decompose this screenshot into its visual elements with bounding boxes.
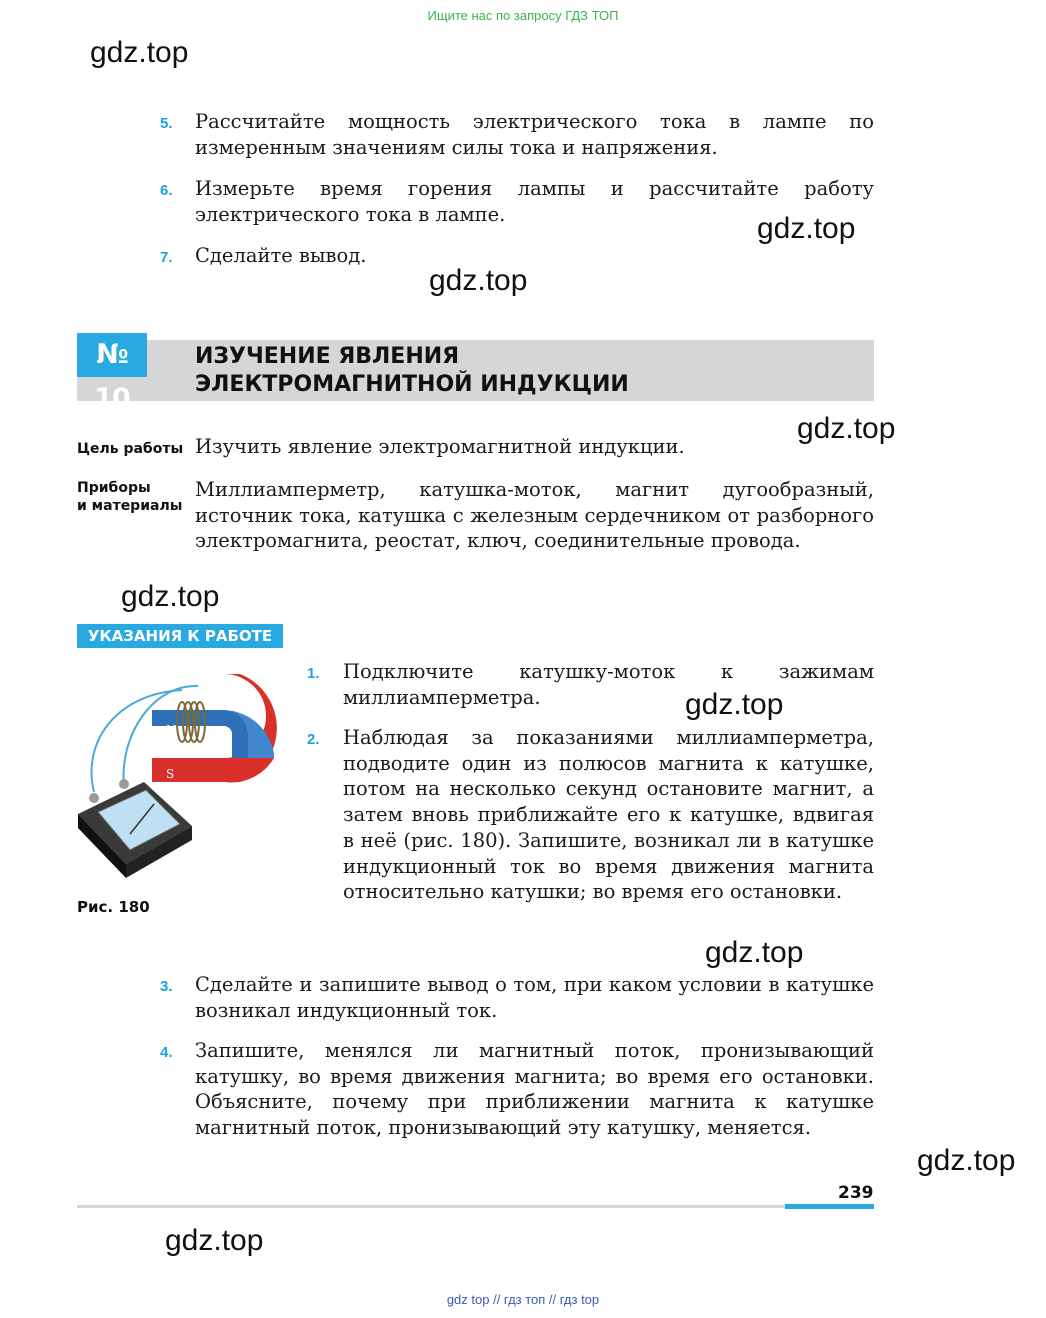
milliammeter bbox=[78, 779, 192, 878]
footer-links: gdz top // гдз топ // гдз top bbox=[446, 1292, 600, 1307]
step-text: Подключите катушку-моток к зажимам миллиамперметра. bbox=[343, 660, 874, 709]
magnet-s-label: S bbox=[166, 767, 175, 781]
step-number: 2. bbox=[307, 731, 320, 748]
item-number: 7. bbox=[160, 249, 173, 266]
step-text: Сделайте и запишите вывод о том, при каком условии в катушке возникал индукционный ток. bbox=[195, 973, 874, 1022]
step-number: 1. bbox=[307, 665, 320, 682]
top-banner: Ищите нас по запросу ГДЗ ТОП bbox=[427, 8, 619, 23]
equipment-label-line: Приборы bbox=[77, 480, 151, 496]
watermark: gdz.top bbox=[429, 264, 528, 297]
lab-number-badge: № 10 bbox=[77, 333, 147, 377]
goal-label: Цель работы bbox=[77, 441, 184, 457]
magnet-red-arm bbox=[152, 758, 224, 782]
watermark: gdz.top bbox=[685, 688, 784, 721]
magnet-blue-arm bbox=[152, 710, 224, 726]
page-number: 239 bbox=[838, 1183, 874, 1203]
magnet-red-bend bbox=[224, 758, 274, 782]
goal-text: Изучить явление электромагнитной индукции. bbox=[195, 435, 685, 458]
item-text: Измерьте время горения лампы и рассчитайте работу электрического тока в лампе. bbox=[195, 177, 874, 226]
item-number: 5. bbox=[160, 115, 173, 132]
magnet-n-label: N bbox=[166, 723, 177, 737]
equipment-label-line: и материалы bbox=[77, 498, 183, 514]
watermark: gdz.top bbox=[121, 580, 220, 613]
lab-title bbox=[195, 343, 629, 399]
step-number: 4. bbox=[160, 1044, 173, 1061]
step-number: 3. bbox=[160, 978, 173, 995]
lab-title-line: ИЗУЧЕНИЕ ЯВЛЕНИЯ bbox=[195, 344, 460, 369]
equipment-label bbox=[77, 479, 182, 515]
item-text: Рассчитайте мощность электрического тока в лампе по измеренным значениям силы тока и напряжения. bbox=[195, 110, 874, 159]
watermark: gdz.top bbox=[797, 412, 896, 445]
item-number: 6. bbox=[160, 182, 173, 199]
item-text: Сделайте вывод. bbox=[195, 244, 367, 267]
page-rule-accent bbox=[785, 1204, 874, 1209]
lab-title-line: ЭЛЕКТРОМАГНИТНОЙ ИНДУКЦИИ bbox=[195, 372, 629, 397]
step-text: Запишите, менялся ли магнитный поток, пронизывающий катушку, во время движения магнита; во время его остановки. Объясните, почему при приближении магнита к катушке магнитный поток, пронизывающий эту катушку, меняется. bbox=[195, 1039, 874, 1140]
watermark: gdz.top bbox=[757, 212, 856, 245]
watermark: gdz.top bbox=[705, 936, 804, 969]
instructions-badge: УКАЗАНИЯ К РАБОТЕ bbox=[77, 624, 283, 648]
watermark: gdz.top bbox=[90, 36, 189, 69]
figure-illustration bbox=[74, 664, 306, 894]
step-text: Наблюдая за показаниями миллиамперметра, подводите один из полюсов магнита к катушке, потом на несколько секунд остановите магнит, а затем вновь приближайте его к катушке, вдвигая в неё (рис. 180). Запишите, возникал ли в катушке индукционный ток во время движения магнита относительно катушки; во время его остановки. bbox=[343, 726, 874, 904]
watermark: gdz.top bbox=[917, 1144, 1016, 1177]
equipment-text: Миллиамперметр, катушка-моток, магнит дугообразный, источник тока, катушка с железным сердечником от разборного электромагнита, реостат, ключ, соединительные провода. bbox=[195, 478, 874, 553]
watermark: gdz.top bbox=[165, 1224, 264, 1257]
figure-caption: Рис. 180 bbox=[77, 898, 150, 916]
page-rule bbox=[77, 1205, 785, 1208]
